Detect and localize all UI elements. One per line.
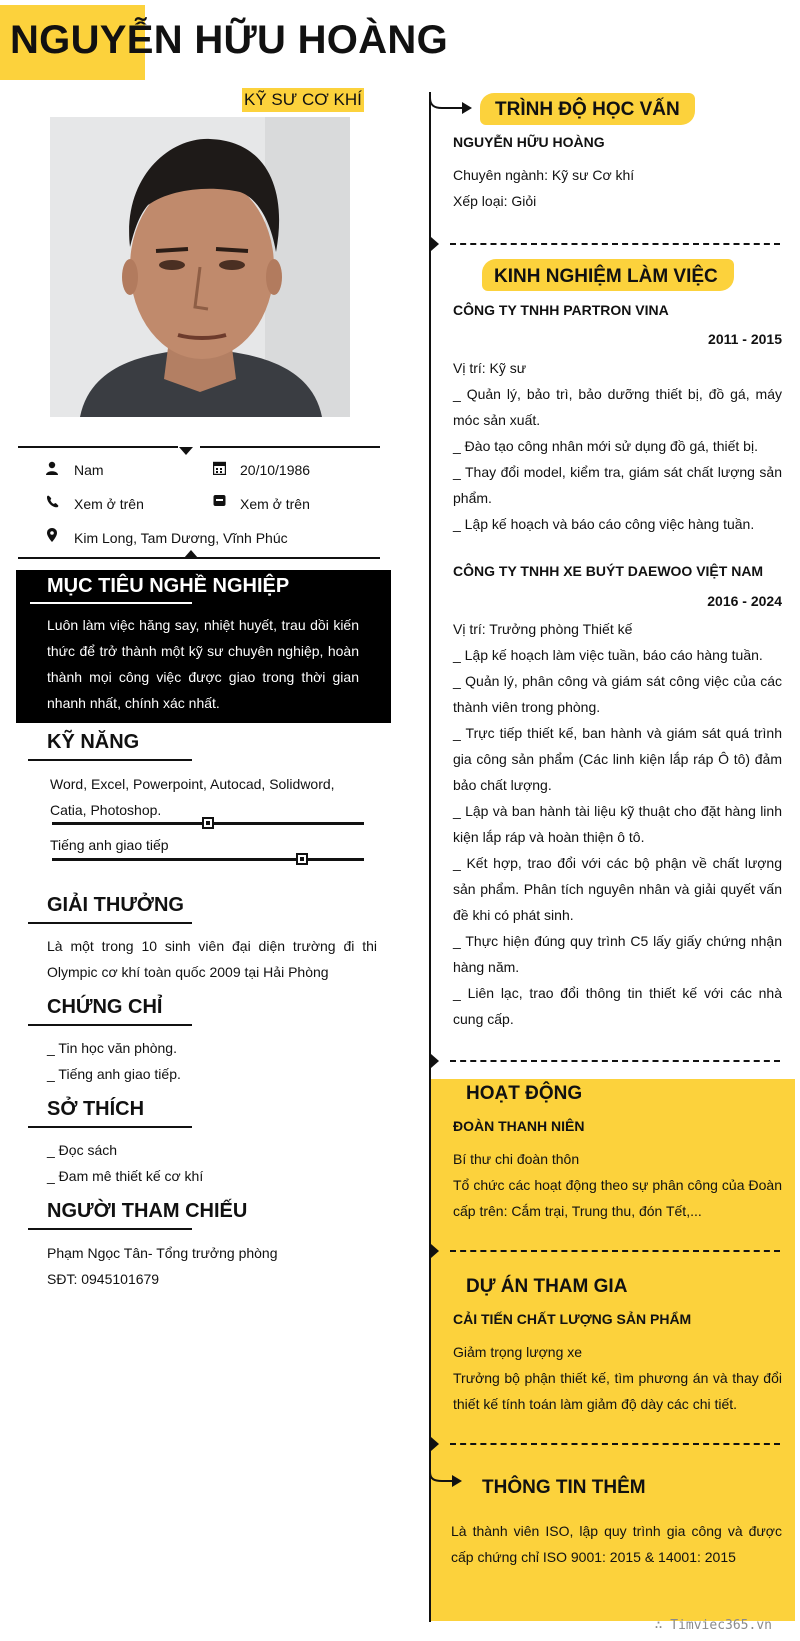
watermark: ∴ Timviec365.vn xyxy=(654,1618,772,1633)
objective-title: MỤC TIÊU NGHỀ NGHIỆP xyxy=(47,575,290,597)
hobby-item: _ Đọc sách xyxy=(47,1142,118,1158)
portrait-illustration xyxy=(50,117,350,417)
job-task: _ Liên lạc, trao đổi thông tin thiết kế với các nhà cung cấp. xyxy=(453,985,782,1027)
awards-text: Là một trong 10 sinh viên đại diện trường đi thi Olympic cơ khí toàn quốc 2009 tại Hải Phòng xyxy=(47,938,377,980)
reference-phone: SĐT: 0945101679 xyxy=(47,1271,160,1287)
hobbies-title: SỞ THÍCH xyxy=(47,1098,145,1120)
certificates-title: CHỨNG CHỈ xyxy=(47,996,163,1018)
person-icon xyxy=(45,461,59,475)
timeline-end-arrow-icon xyxy=(428,1468,464,1494)
hobbies-underline xyxy=(28,1126,192,1128)
job-title: KỸ SƯ CƠ KHÍ xyxy=(242,88,364,112)
timeline-arrow-icon xyxy=(428,92,474,122)
section-divider xyxy=(450,1250,780,1252)
objective-underline xyxy=(30,602,192,604)
skill-label: Word, Excel, Powerpoint, Autocad, Solidword, Catia, Photoshop. xyxy=(50,776,335,818)
location-pin-icon xyxy=(45,528,59,542)
job-task: _ Kết hợp, trao đổi với các bộ phận về chất lượng sản phẩm. Phân tích nguyên nhân và giải quyết vấn đề khi có phát sinh. xyxy=(453,855,782,923)
job-task: _ Quản lý, bảo trì, bảo dưỡng thiết bị, đồ gá, máy móc sản xuất. xyxy=(453,386,782,428)
email-value: Xem ở trên xyxy=(240,496,310,512)
certificate-item: _ Tin học văn phòng. xyxy=(47,1040,177,1056)
job-task: _ Trực tiếp thiết kế, ban hành và giám sát quá trình gia công sản phẩm (Các linh kiện lắp ráp Ô tô) đảm bảo chất lượng. xyxy=(453,725,782,793)
awards-title: GIẢI THƯỞNG xyxy=(47,894,184,916)
job-task: _ Quản lý, phân công và giám sát công việc của các thành viên trong phòng. xyxy=(453,673,782,715)
project-item: Trưởng bộ phận thiết kế, tìm phương án và thay đổi thiết kế tính toán làm giảm độ dày các chi tiết. xyxy=(453,1370,782,1412)
phone-icon xyxy=(45,495,59,509)
job-position: Vị trí: Kỹ sư xyxy=(453,360,527,376)
timeline-marker xyxy=(431,1244,439,1258)
activities-org: ĐOÀN THANH NIÊN xyxy=(453,1118,585,1134)
calendar-icon xyxy=(212,461,226,475)
activities-desc: Tổ chức các hoạt động theo sự phân công của Đoàn cấp trên: Cắm trại, Trung thu, đón Tết,... xyxy=(453,1177,782,1219)
divider-arrow-down xyxy=(179,447,193,455)
extra-title: THÔNG TIN THÊM xyxy=(482,1477,646,1498)
skills-underline xyxy=(28,759,192,761)
project-name: CẢI TIẾN CHẤT LƯỢNG SẢN PHẨM xyxy=(453,1311,692,1327)
job-task: _ Lập kế hoạch và báo cáo công việc hàng tuần. xyxy=(453,516,755,532)
job-task: _ Lập kế hoạch làm việc tuần, báo cáo hàng tuần. xyxy=(453,647,763,663)
gender-value: Nam xyxy=(74,462,104,478)
project-item: Giảm trọng lượng xe xyxy=(453,1344,583,1360)
skill-bar-track xyxy=(52,858,364,861)
info-divider-right xyxy=(200,446,380,448)
birthday-value: 20/10/1986 xyxy=(240,462,311,478)
job-years: 2016 - 2024 xyxy=(707,593,782,609)
reference-name: Phạm Ngọc Tân- Tổng trưởng phòng xyxy=(47,1245,278,1261)
extra-text: Là thành viên ISO, lập quy trình gia công và được cấp chứng chỉ ISO 9001: 2015 & 14001: 2015 xyxy=(451,1523,782,1565)
certificate-item: _ Tiếng anh giao tiếp. xyxy=(47,1066,181,1082)
candidate-name: NGUYỄN HỮU HOÀNG xyxy=(10,18,449,62)
activities-title: HOẠT ĐỘNG xyxy=(466,1083,583,1104)
timeline-marker xyxy=(431,237,439,251)
section-divider xyxy=(450,1060,780,1062)
profile-photo xyxy=(50,117,350,417)
certificates-underline xyxy=(28,1024,192,1026)
experience-title: KINH NGHIỆM LÀM VIỆC xyxy=(494,266,718,287)
job-years: 2011 - 2015 xyxy=(708,331,782,347)
address-value: Kim Long, Tam Dương, Vĩnh Phúc xyxy=(74,530,288,546)
awards-underline xyxy=(28,922,192,924)
activities-role: Bí thư chi đoàn thôn xyxy=(453,1151,580,1167)
references-underline xyxy=(28,1228,192,1230)
info-divider-bottom xyxy=(18,557,380,559)
skill-level-knob xyxy=(296,853,308,865)
skill-label: Tiếng anh giao tiếp xyxy=(50,837,169,853)
education-title: TRÌNH ĐỘ HỌC VẤN xyxy=(495,99,680,120)
objective-text: Luôn làm việc hăng say, nhiệt huyết, trau dồi kiến thức để trở thành một kỹ sư chuyên nghiệp, hoàn thành mọi công việc được giao trong thời gian nhanh nhất, chính xác nhất. xyxy=(47,617,359,711)
education-major: Chuyên ngành: Kỹ sư Cơ khí xyxy=(453,167,635,183)
email-icon xyxy=(212,494,226,508)
job-company: CÔNG TY TNHH XE BUÝT DAEWOO VIỆT NAM xyxy=(453,563,764,579)
job-task: _ Thay đổi model, kiểm tra, giám sát chất lượng sản phẩm. xyxy=(453,464,782,506)
job-position: Vị trí: Trưởng phòng Thiết kế xyxy=(453,621,633,637)
hobby-item: _ Đam mê thiết kế cơ khí xyxy=(47,1168,204,1184)
skill-level-knob xyxy=(202,817,214,829)
skills-title: KỸ NĂNG xyxy=(47,731,140,753)
phone-value: Xem ở trên xyxy=(74,496,144,512)
timeline-marker xyxy=(431,1054,439,1068)
references-title: NGƯỜI THAM CHIẾU xyxy=(47,1200,248,1222)
timeline-marker xyxy=(431,1437,439,1451)
section-divider xyxy=(450,243,780,245)
job-task: _ Đào tạo công nhân mới sử dụng đồ gá, thiết bị. xyxy=(453,438,758,454)
job-task: _ Thực hiện đúng quy trình C5 lấy giấy chứng nhận hàng năm. xyxy=(453,933,782,975)
education-school: NGUYỄN HỮU HOÀNG xyxy=(453,134,605,150)
education-grade: Xếp loại: Giỏi xyxy=(453,193,537,209)
info-divider-left xyxy=(18,446,178,448)
job-company: CÔNG TY TNHH PARTRON VINA xyxy=(453,302,669,318)
section-divider xyxy=(450,1443,780,1445)
timeline-line xyxy=(429,92,431,1622)
projects-title: DỰ ÁN THAM GIA xyxy=(466,1276,628,1297)
job-task: _ Lập và ban hành tài liệu kỹ thuật cho đặt hàng linh kiện lắp ráp và hoàn thiện ô tô. xyxy=(453,803,782,845)
